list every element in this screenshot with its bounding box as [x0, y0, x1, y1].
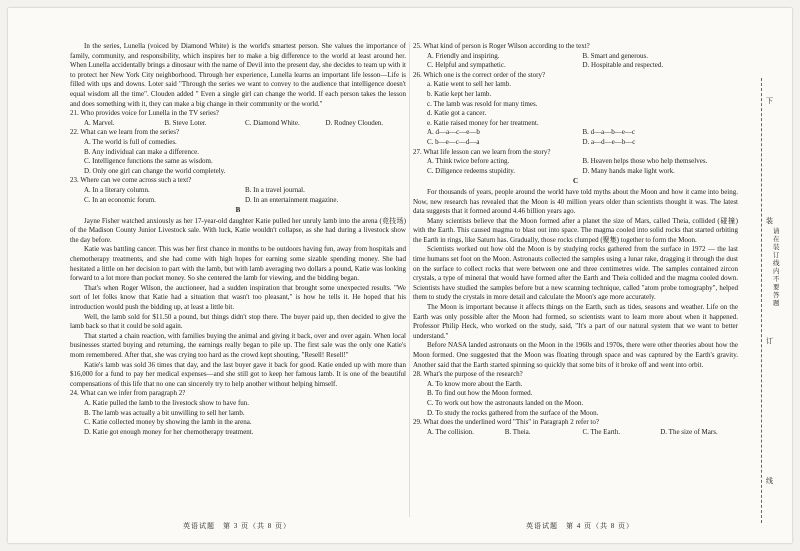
option: C. Helpful and sympathetic. — [427, 61, 506, 70]
question-21-options — [70, 119, 406, 129]
question-27: 27. What life lesson can we learn from the story? — [413, 147, 551, 156]
page-3-column — [70, 42, 406, 437]
question-26: 26. Which one is the correct order of the story? — [413, 70, 546, 79]
option: C. Katie collected money by showing the lamb in the arena. — [84, 418, 252, 427]
exam-sheet — [8, 8, 792, 543]
option: A. To know more about the Earth. — [427, 379, 523, 388]
option: D. Katie got enough money for her chemotherapy treatment. — [84, 427, 254, 436]
question-28-options — [413, 380, 738, 418]
option: A. Think twice before acting. — [427, 157, 510, 166]
passage-c-paragraph: Before NASA landed astronauts on the Moon in the 1960s and 1970s, there were other theories about how the Moon formed. One suggested that the Moon was floating through space and was captured by the Earth's gravity. Another said that the Earth started spinning so quickly that some bits of it broke off and went into orbit. — [413, 341, 738, 369]
passage-c-paragraph: Scientists worked out how old the Moon is by studying rocks gathered from the surface in 1972 — the last time humans set foot on the Moon. Astronauts collected the samples using a lunar rake, dragging it through the dust on the surface to collect rocks that were between one and three centimetres wide. The samples contained zircon crystals, a type of mineral that would have formed after the Earth and Theia collided and the magma cooled down. Scientists have studied the samples before but a new scanning technique, called "atom probe tomography", helped them to study the crystals in more detail and calculate the Moon's age more accurately. — [413, 245, 738, 302]
option: D. Rodney Clouden. — [325, 118, 384, 127]
question-22: 22. What can we learn from the series? — [70, 128, 180, 137]
question-25: 25. What kind of person is Roger Wilson according to the text? — [413, 42, 590, 50]
option: A. Friendly and inspiring. — [427, 51, 500, 60]
option: B. Smart and generous. — [582, 51, 649, 60]
event-item: b. Katie kept her lamb. — [427, 89, 492, 98]
option: D. To study the rocks gathered from the surface of the Moon. — [427, 408, 599, 417]
question-23-options — [70, 186, 406, 205]
binding-label: 线 — [766, 477, 773, 485]
event-item: d. Katie got a cancer. — [427, 109, 487, 118]
option: D. Hospitable and respected. — [582, 61, 664, 70]
question-26-events — [413, 80, 738, 128]
option: D. a—d—e—b—c — [582, 137, 636, 146]
option: D. In an entertainment magazine. — [245, 195, 339, 204]
option: B. The lamb was actually a bit unwilling to sell her lamb. — [84, 408, 245, 417]
passage-b-paragraph: Katie was battling cancer. This was her first chance in months to be outdoors having fun, away from hospitals and chemotherapy treatments, and she had come with high hopes for earning some sizable spending money. She had hesitated a little on her decision to part with the lamb, but with lamb averaging two dollars a pound, Katie was looking forward to a lot more than pocket money. So she centered the lamb for viewing, and the bidding began. — [70, 245, 406, 283]
question-28: 28. What's the purpose of the research? — [413, 370, 523, 379]
option: B. Steve Loter. — [164, 118, 207, 127]
option: B. In a travel journal. — [245, 185, 305, 194]
question-22-options — [70, 138, 406, 176]
event-item: c. The lamb was resold for many times. — [427, 99, 538, 108]
option: D. Many hands make light work. — [582, 166, 675, 175]
binding-label: 订 — [766, 337, 773, 345]
binding-margin — [761, 78, 784, 523]
option: C. Diligence redeems stupidity. — [427, 166, 515, 175]
passage-a-paragraph: In the series, Lunella (voiced by Diamond White) is the world's smartest person. She values the importance of family, community, and responsibility, which inspires her to make a big difference to the world at least around her. When Lunella accidentally brings a dinosaur with the name of Devil into the present day, she decides to team up with it to protect her New York City neighborhood. Through her experience, Lunella learns an important life lesson—Life is filled with ups and downs. Loter said "Through the series we want to convey to the audience that intelligence doesn't equal wisdom all the time". Clouden added " Even a single girl can change the world. If each person takes the lesson and does something with it, they can make a big change in their community or the world." — [70, 42, 406, 108]
option: C. b—e—c—d—a — [427, 137, 480, 146]
page-4-column — [413, 42, 738, 437]
option: C. To work out how the astronauts landed on the Moon. — [427, 398, 584, 407]
question-24-options — [70, 399, 406, 437]
section-c-heading: C — [572, 177, 579, 186]
option: D. Only one girl can change the world completely. — [84, 166, 226, 175]
option: B. To find out how the Moon formed. — [427, 389, 533, 398]
page-3-footer: 英语试题 第 3 页（共 8 页） — [183, 522, 291, 530]
section-b-heading: B — [235, 206, 241, 215]
option: C. Intelligence functions the same as wisdom. — [84, 157, 213, 166]
question-25-options — [413, 52, 738, 71]
option: B. d—a—b—e—c — [582, 128, 635, 137]
option: C. In an economic forum. — [84, 195, 156, 204]
option: A. Marvel. — [84, 118, 115, 127]
passage-b-paragraph: Jayne Fisher watched anxiously as her 17-year-old daughter Katie pulled her unruly lamb into the arena (竞技场) of the Madison County Junior Livestock sale. With luck, Katie wouldn't collapse, as she had during a livestock show the day before. — [70, 216, 406, 244]
option: A. d—a—c—e—b — [427, 128, 480, 137]
binding-notice: 请在装订线内不要答题 — [773, 228, 780, 307]
question-24: 24. What can we infer from paragraph 2? — [70, 389, 186, 398]
option: B. Any individual can make a difference. — [84, 147, 199, 156]
binding-label: 装 — [766, 217, 773, 225]
question-23: 23. Where can we come across such a text? — [70, 176, 192, 185]
question-27-options — [413, 157, 738, 176]
passage-b-paragraph: Well, the lamb sold for $11.50 a pound, but things didn't stop there. The buyer paid up, then decided to give the lamb back so that it could be sold again. — [70, 312, 406, 331]
page-4-footer: 英语试题 第 4 页（共 8 页） — [526, 522, 634, 530]
option: A. In a literary column. — [84, 185, 150, 194]
option: A. The world is full of comedies. — [84, 137, 177, 146]
passage-c-paragraph: Many scientists believe that the Moon formed after a planet the size of Mars, called Theia, collided (碰撞) with the Earth. This caused magma to blast out into space. The magma cooled into solid rocks that started orbiting the Earth in rings, like Saturn has. Gradually, those rocks clumped (聚集) together to form the Moon. — [413, 216, 738, 244]
option: A. Katie pulled the lamb to the livestock show to have fun. — [84, 398, 250, 407]
passage-b-paragraph: Katie's lamb was sold 36 times that day, and the last buyer gave it back for good. Katie ended up with more than $16,000 for a fund to pay her medical expenses—and she still got to keep her famous lamb. It is one of the beautiful compensations of this life that no one can sincerely try to help another without helping himself. — [70, 360, 406, 388]
question-26-options — [413, 128, 738, 147]
passage-c-paragraph: The Moon is important because it affects things on the Earth, such as tides, seasons and weather. Life on the Earth was only possible after the Moon had formed, so scientists want to learn more about when it happened. Professor Philip Heck, who worked on the study, said, "It's a part of our natural system that we want to better understand." — [413, 303, 738, 340]
passage-b-paragraph: That started a chain reaction, with families buying the animal and giving it back, over and over again. When local businesses started buying and returning, the earnings really began to pile up. The first sale was the only one Katie's mom remembered. After that, she was crying too hard as the crowd kept shouting, "Resell! Resell!" — [70, 331, 406, 359]
option: D. The size of Mars. — [660, 427, 718, 436]
question-29: 29. What does the underlined word "This" in Paragraph 2 refer to? — [413, 418, 599, 427]
event-item: e. Katie raised money for her treatment. — [427, 118, 539, 127]
binding-label: 下 — [766, 97, 773, 105]
column-divider — [409, 42, 410, 517]
option: B. Theia. — [504, 427, 531, 436]
passage-b-paragraph: That's when Roger Wilson, the auctioneer, had a sudden inspiration that brought some unexpected results. "We sort of let folks know that Katie had a situation that wasn't too pleasant," is how he tells it. He hoped that his introduction would push the bidding up, at least a little bit. — [70, 283, 406, 312]
event-item: a. Katie went to sell her lamb. — [427, 80, 511, 89]
question-21: 21. Who provides voice for Lunella in the TV series? — [70, 109, 219, 118]
question-29-options — [413, 428, 738, 438]
option: A. The collision. — [427, 427, 474, 436]
passage-c-paragraph: For thousands of years, people around the world have told myths about the Moon and how it came into being. Now, new research has revealed that the Moon is 40 million years older than scientists thought it was. The latest data suggests that it formed around 4.46 billion years ago. — [413, 187, 738, 216]
option: C. The Earth. — [582, 427, 621, 436]
option: B. Heaven helps those who help themselves. — [582, 157, 708, 166]
option: C. Diamond White. — [245, 118, 300, 127]
